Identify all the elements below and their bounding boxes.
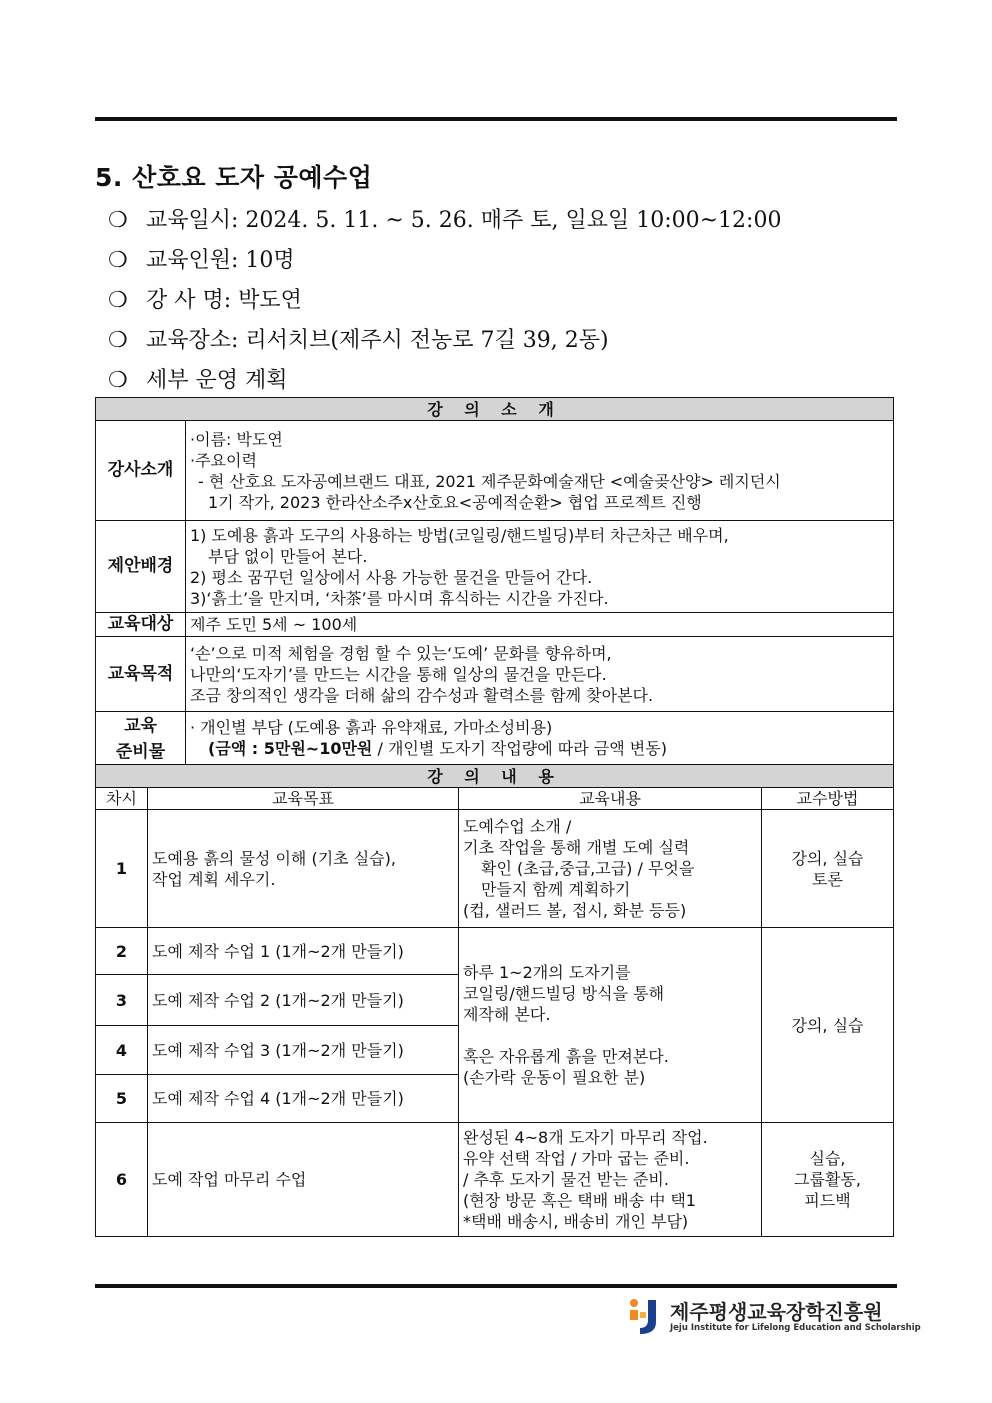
lesson-plan-table	[95, 397, 894, 1237]
content-header: 강 의 내 용	[96, 765, 894, 788]
instructor-label: 강사소개	[96, 421, 186, 521]
col-header-content: 교육내용	[459, 788, 762, 810]
session-method: 실습, 그룹활동, 피드백	[762, 1123, 894, 1237]
section-title: 5. 산호요 도자 공예수업	[95, 163, 373, 192]
session-number: 5	[96, 1075, 148, 1123]
session-goal: 도예 제작 수업 3 (1개~2개 만들기)	[148, 1026, 459, 1075]
goal-label: 교육목적	[96, 637, 186, 712]
session-goal: 도예용 흙의 물성 이해 (기초 실습), 작업 계획 세우기.	[148, 810, 459, 928]
session-goal: 도예 제작 수업 2 (1개~2개 만들기)	[148, 975, 459, 1026]
circle-bullet-icon: ❍	[108, 208, 128, 233]
session-content: 완성된 4~8개 도자기 마무리 작업. 유약 선택 작업 / 가마 굽는 준비. / 추후 도자기 물건 받는 준비. (현장 방문 혹은 택배 배송 中 택1 *택배 배송시, 배송비 개인 부담)	[459, 1123, 762, 1237]
session-number: 4	[96, 1026, 148, 1075]
session-method-shared: 강의, 실습	[762, 928, 894, 1123]
bullet-plan: ❍ 세부 운영 계획	[108, 368, 288, 393]
logo-english-name: Jeju Institute for Lifelong Education and Scholarship	[670, 1323, 921, 1333]
jeju-institute-logo-icon	[626, 1296, 664, 1336]
top-divider	[95, 117, 897, 121]
background-content: 1) 도예용 흙과 도구의 사용하는 방법(코일링/핸드빌딩)부터 차근차근 배우며, 부담 없이 만들어 본다. 2) 평소 꿈꾸던 일상에서 사용 가능한 물건을 만들어 간다. 3)‘흙土’을 만지며, ‘차茶’를 마시며 휴식하는 시간을 가진다.	[186, 521, 894, 613]
materials-label: 교육 준비물	[96, 712, 186, 765]
instructor-content: ·이름: 박도연 ·주요이력 - 현 산호요 도자공예브랜드 대표, 2021 제주문화예술재단 <예술곶산양> 레지던시 1기 작가, 2023 한라산소주x산호요<공예적순환> 협업 프로젝트 진행	[186, 421, 894, 521]
col-header-method: 교수방법	[762, 788, 894, 810]
col-header-session: 차시	[96, 788, 148, 810]
target-label: 교육대상	[96, 613, 186, 637]
session-goal: 도예 작업 마무리 수업	[148, 1123, 459, 1237]
logo-korean-name: 제주평생교육장학진흥원	[670, 1300, 883, 1324]
col-header-goal: 교육목표	[148, 788, 459, 810]
session-number: 2	[96, 928, 148, 975]
bullet-capacity: ❍ 교육인원: 10명	[108, 248, 295, 273]
table-row	[96, 928, 894, 975]
session-content: 도예수업 소개 / 기초 작업을 통해 개별 도예 실력 확인 (초급,중급,고급) / 무엇을 만들지 함께 계획하기 (컵, 샐러드 볼, 접시, 화분 등등)	[459, 810, 762, 928]
session-goal: 도예 제작 수업 4 (1개~2개 만들기)	[148, 1075, 459, 1123]
session-goal: 도예 제작 수업 1 (1개~2개 만들기)	[148, 928, 459, 975]
bullet-instructor: ❍ 강 사 명: 박도연	[108, 288, 302, 313]
bottom-divider	[95, 1284, 897, 1288]
institute-logo	[626, 1296, 921, 1340]
materials-content: · 개인별 부담 (도예용 흙과 유약재료, 가마소성비용) (금액 : 5만원~10만원 / 개인별 도자기 작업량에 따라 금액 변동)	[186, 712, 894, 765]
session-content-shared: 하루 1~2개의 도자기를 코일링/핸드빌딩 방식을 통해 제작해 본다. 혹은 자유롭게 흙을 만져본다. (손가락 운동이 필요한 분)	[459, 928, 762, 1123]
target-value: 제주 도민 5세 ~ 100세	[186, 613, 894, 637]
bullet-location: ❍ 교육장소: 리서치브(제주시 전농로 7길 39, 2동)	[108, 328, 609, 353]
table-row	[96, 1123, 894, 1237]
circle-bullet-icon: ❍	[108, 288, 128, 313]
circle-bullet-icon: ❍	[108, 328, 128, 353]
session-method: 강의, 실습 토론	[762, 810, 894, 928]
circle-bullet-icon: ❍	[108, 368, 128, 393]
goal-content: ‘손’으로 미적 체험을 경험 할 수 있는‘도예’ 문화를 향유하며, 나만의‘도자기’를 만드는 시간을 통해 일상의 물건을 만든다. 조금 창의적인 생각을 더해 삶의 감수성과 활력소를 함께 찾아본다.	[186, 637, 894, 712]
session-number: 6	[96, 1123, 148, 1237]
session-number: 1	[96, 810, 148, 928]
background-label: 제안배경	[96, 521, 186, 613]
intro-header: 강 의 소 개	[96, 398, 894, 421]
circle-bullet-icon: ❍	[108, 248, 128, 273]
bullet-schedule: ❍ 교육일시: 2024. 5. 11. ~ 5. 26. 매주 토, 일요일 10:00~12:00	[108, 208, 782, 233]
table-row	[96, 810, 894, 928]
session-number: 3	[96, 975, 148, 1026]
